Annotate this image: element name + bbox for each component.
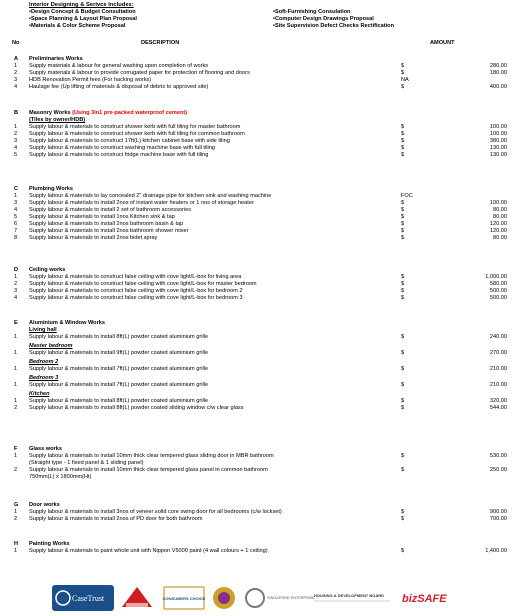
row-number: 2 <box>14 70 18 76</box>
row-amount: 100.00 <box>489 131 507 137</box>
section-title <box>0 267 521 274</box>
row-description: Supply labour & materials to construct false ceiling with cove light/L-box for bedroom 2 <box>29 288 243 294</box>
section-title-note: (Using 3in1 pre-packed waterproof cement) <box>72 110 188 116</box>
section-title <box>0 502 521 509</box>
table-row <box>0 200 521 207</box>
row-amount: 544.00 <box>489 405 507 411</box>
row-amount: 900.00 <box>489 509 507 515</box>
bizsafe-logo <box>400 585 460 611</box>
section-subtitle: (Tiles by owner/HDB) <box>29 117 86 123</box>
table-row <box>0 207 521 214</box>
row-number: 2 <box>14 516 18 522</box>
row-amount: 210.00 <box>489 382 507 388</box>
table-row <box>0 453 521 460</box>
section-title-text: Glass works <box>29 446 62 452</box>
row-amount: 120.00 <box>489 228 507 234</box>
table-row <box>0 516 521 523</box>
hdb-icon <box>312 585 392 611</box>
section-title <box>0 446 521 453</box>
row-description: Supply labour & materials to construct false ceiling with cove light/L-box for bedroom 3 <box>29 295 243 301</box>
hdb-text: HOUSING & DEVELOPMENT BOARD <box>314 593 385 598</box>
row-number: 1 <box>14 124 18 130</box>
table-row <box>0 193 521 200</box>
section-a <box>0 56 521 91</box>
table-row <box>0 70 521 77</box>
row-amount: 80.00 <box>493 235 507 241</box>
row-currency: $ <box>401 281 405 287</box>
section-letter: E <box>14 320 18 326</box>
singapore-enterprise-logo <box>245 585 315 611</box>
row-number: 3 <box>14 200 18 206</box>
section-d <box>0 267 521 302</box>
section-g <box>0 502 521 523</box>
row-description: Supply labour & materials to construct 17ft(L) kitchen cabinet base with side tiling <box>29 138 230 144</box>
header-no: No <box>12 40 20 46</box>
bizsafe-icon <box>400 585 460 611</box>
group-label: Master bedroom <box>29 343 73 349</box>
row-currency: $ <box>401 453 405 459</box>
row-amount: 100.00 <box>489 200 507 206</box>
group-label-row <box>0 375 521 382</box>
singapore-enterprise-icon <box>245 585 315 611</box>
row-number: 5 <box>14 152 18 158</box>
casetrust-logo <box>52 585 114 611</box>
row-number: 1 <box>14 453 18 459</box>
row-number: 8 <box>14 235 18 241</box>
section-letter: H <box>14 541 19 547</box>
row-description: Supply labour & materials to install 2 set of bathroom accessories <box>29 207 191 213</box>
row-number: 1 <box>14 63 18 69</box>
row-description: Supply labour & materials to install 10mm thick clear tempered glass sliding door in MBR bathroom <box>29 453 274 459</box>
section-title <box>0 56 521 63</box>
row-currency: FOC <box>401 193 413 199</box>
row-currency: $ <box>401 84 405 90</box>
row-description: Supply labour & materials to install 7ft(L) powder coated aluminium grille <box>29 382 209 388</box>
section-title-text: Plumbing Works <box>29 186 74 192</box>
row-number: 6 <box>14 221 18 227</box>
section-title-text: Ceiling works <box>29 267 66 273</box>
group-label: Bedroom 3 <box>29 375 59 381</box>
row-description: Supply labour & materials to install 8ft(L) powder coated aluminium grille <box>29 398 209 404</box>
row-amount: 120.00 <box>489 221 507 227</box>
row-currency: $ <box>401 366 405 372</box>
intro-item: •Design Concept & Budget Consultation <box>29 9 136 15</box>
row-number: 1 <box>14 382 18 388</box>
table-row <box>0 138 521 145</box>
intro-item: •Materials & Color Scheme Proposal <box>29 23 126 29</box>
row-currency: $ <box>401 200 405 206</box>
hdb-logo <box>312 585 392 611</box>
row-amount: 180.00 <box>489 70 507 76</box>
casetrust-text: CaseTrust <box>72 594 105 603</box>
row-currency: $ <box>401 350 405 356</box>
row-amount: 250.00 <box>489 467 507 473</box>
row-currency: $ <box>401 509 405 515</box>
row-description: Supply labour & materials to install 1nos Kitchen sink & tap <box>29 214 175 220</box>
row-currency: $ <box>401 405 405 411</box>
consumers-choice-logo <box>162 585 206 611</box>
row-number: 2 <box>14 405 18 411</box>
row-number: 3 <box>14 77 18 83</box>
row-currency: $ <box>401 214 405 220</box>
table-row <box>0 398 521 405</box>
row-currency: $ <box>401 124 405 130</box>
section-f <box>0 446 521 481</box>
intro-item: •Space Planning & Layout Plan Proposal <box>29 16 137 22</box>
table-row <box>0 274 521 281</box>
row-description: Supply labour & materials to construct fridge machine base with full tiling <box>29 152 209 158</box>
table-row <box>0 548 521 555</box>
table-row <box>0 288 521 295</box>
table-row <box>0 366 521 373</box>
section-b <box>0 110 521 159</box>
table-row <box>0 214 521 221</box>
row-description: (Straight type - 1 fixed panel & 1 sliding panel) <box>29 460 144 466</box>
row-number: 1 <box>14 548 18 554</box>
section-subtitle-row <box>0 117 521 124</box>
row-currency: NA <box>401 77 409 83</box>
section-title <box>0 110 521 117</box>
table-row <box>0 84 521 91</box>
casetrust-icon <box>52 585 114 611</box>
row-amount: 500.00 <box>489 288 507 294</box>
group-label-row <box>0 343 521 350</box>
section-letter: C <box>14 186 19 192</box>
table-row <box>0 474 521 481</box>
row-number: 4 <box>14 145 18 151</box>
section-letter: A <box>14 56 19 62</box>
section-title <box>0 541 521 548</box>
red-badge-icon <box>120 585 154 611</box>
row-description: Supply labour & materials to paint whole unit with Nippon V5000 paint (4 wall colours + 1 ceiling) <box>29 548 268 554</box>
row-amount: 320.00 <box>489 398 507 404</box>
row-amount: 240.00 <box>489 334 507 340</box>
row-number: 2 <box>14 467 18 473</box>
row-amount: 700.00 <box>489 516 507 522</box>
row-description: Haulage fee (Up lifting of materials & disposal of debris to approved site) <box>29 84 209 90</box>
table-row <box>0 334 521 341</box>
table-header <box>0 40 521 48</box>
row-amount: 130.00 <box>489 152 507 158</box>
table-row <box>0 228 521 235</box>
section-letter: F <box>14 446 18 452</box>
table-row <box>0 145 521 152</box>
group-label-row <box>0 359 521 366</box>
row-description: Supply labour & materials to construct washing machine base with full tiling <box>29 145 215 151</box>
group-label: Bedroom 2 <box>29 359 59 365</box>
section-title <box>0 186 521 193</box>
row-currency: $ <box>401 274 405 280</box>
row-currency: $ <box>401 207 405 213</box>
row-description: Supply labour & materials to construct false ceiling with cove light/L-box for master bedroom <box>29 281 257 287</box>
row-description: Supply labour & materials to install 2nos of PD door for both bathroom <box>29 516 203 522</box>
row-currency: $ <box>401 63 405 69</box>
row-currency: $ <box>401 235 405 241</box>
row-number: 4 <box>14 84 18 90</box>
row-amount: 580.00 <box>489 281 507 287</box>
table-row <box>0 467 521 474</box>
golden-seal-logo <box>210 585 238 611</box>
group-label: Living hall <box>29 327 57 333</box>
row-description: Supply materials & labour for general washing upon completion of works <box>29 63 209 69</box>
row-amount: 80.00 <box>493 214 507 220</box>
row-currency: $ <box>401 516 405 522</box>
table-row <box>0 235 521 242</box>
row-number: 1 <box>14 193 18 199</box>
section-title-text: Preliminaries Works <box>29 56 83 62</box>
bizsafe-text: bizSAFE <box>402 593 447 605</box>
section-c <box>0 186 521 242</box>
table-row <box>0 460 521 467</box>
section-title-text: Aluminium & Window Works <box>29 320 105 326</box>
row-currency: $ <box>401 288 405 294</box>
row-description: Supply labour & materials to install 2nos bidet spray <box>29 235 158 241</box>
row-number: 1 <box>14 274 18 280</box>
row-description: Supply labour & materials to install 8ft(L) powder coated sliding window c/w clear glass <box>29 405 244 411</box>
row-description: Supply labour & materials to install 10mm thick clear tempered glass panel in common bathroom <box>29 467 268 473</box>
row-description: Supply labour & materials to install 2nos bathroom basin & tap <box>29 221 184 227</box>
row-amount: 380.00 <box>489 138 507 144</box>
row-currency: $ <box>401 221 405 227</box>
row-amount: 100.00 <box>489 124 507 130</box>
row-amount: 130.00 <box>489 145 507 151</box>
consumers-choice-text: CONSUMERS CHOICE <box>162 596 206 601</box>
row-currency: $ <box>401 145 405 151</box>
singapore-enterprise-text: SINGAPORE ENTERPRISE <box>267 596 315 600</box>
section-letter: G <box>14 502 19 508</box>
row-description: Supply labour & materials to install 2nos of instant water heaters or 1 nos of storage heater <box>29 200 254 206</box>
table-row <box>0 382 521 389</box>
row-currency: $ <box>401 138 405 144</box>
row-currency: $ <box>401 152 405 158</box>
row-amount: 270.00 <box>489 350 507 356</box>
table-row <box>0 152 521 159</box>
row-currency: $ <box>401 382 405 388</box>
table-row <box>0 77 521 84</box>
row-amount: 280.00 <box>489 63 507 69</box>
row-amount: 80.00 <box>493 207 507 213</box>
header-description: DESCRIPTION <box>141 40 180 46</box>
row-description: 750mm(L) x 1800mm(Ht) <box>29 474 92 480</box>
group-label-row <box>0 391 521 398</box>
row-number: 1 <box>14 509 18 515</box>
row-amount: 210.00 <box>489 366 507 372</box>
consumers-choice-icon <box>162 585 206 611</box>
table-row <box>0 405 521 412</box>
table-row <box>0 221 521 228</box>
section-title-text: Painting Works <box>29 541 70 547</box>
row-amount: 400.00 <box>489 84 507 90</box>
row-amount: 530.00 <box>489 453 507 459</box>
row-number: 1 <box>14 398 18 404</box>
row-currency: $ <box>401 548 405 554</box>
row-currency: $ <box>401 398 405 404</box>
row-description: Supply labour & materials to install 7ft(L) powder coated aluminium grille <box>29 366 209 372</box>
row-description: Supply materials & labour to provide corrugated paper for protection of flooring and doors <box>29 70 250 76</box>
table-row <box>0 509 521 516</box>
row-description: Supply labour & materials to install 2nos bathroom shower mixer <box>29 228 189 234</box>
row-currency: $ <box>401 70 405 76</box>
row-currency: $ <box>401 228 405 234</box>
group-label: Kitchen <box>29 391 50 397</box>
row-description: Supply labour & materials to install 3nos of veneer solid core swing door for all bedrooms (c/w lockset) <box>29 509 282 515</box>
row-amount: 1,400.00 <box>485 548 507 554</box>
section-title <box>0 320 521 327</box>
row-number: 1 <box>14 350 18 356</box>
intro-item: •Computer Design Drawings Proposal <box>273 16 374 22</box>
row-description: Supply labour & materials to install 9ft(L) powder coated aluminium grille <box>29 350 209 356</box>
row-description: Supply labour & materials to construct false ceiling with cove light/L-box for living area <box>29 274 242 280</box>
row-description: Supply labour & materials to install 8ft(L) powder coated aluminium grille <box>29 334 209 340</box>
row-currency: $ <box>401 467 405 473</box>
row-number: 7 <box>14 228 18 234</box>
row-number: 1 <box>14 366 18 372</box>
row-number: 4 <box>14 207 18 213</box>
section-title-text: Door works <box>29 502 60 508</box>
section-title-text: Masonry Works <box>29 110 71 116</box>
row-number: 1 <box>14 334 18 340</box>
row-number: 5 <box>14 214 18 220</box>
row-amount: 1,000.00 <box>485 274 507 280</box>
row-description: Supply labour & materials to construct shower kerb with full tiling for common bathroom <box>29 131 245 137</box>
section-letter: D <box>14 267 19 273</box>
table-row <box>0 131 521 138</box>
table-row <box>0 295 521 302</box>
row-number: 3 <box>14 138 18 144</box>
row-currency: $ <box>401 334 405 340</box>
golden-seal-icon <box>210 585 238 611</box>
intro-title: Interior Designing & Serivce Includes: <box>29 2 134 8</box>
row-description: Supply labour & materials to lay concealed 2" drainage pipe for kitchen sink and washing machine <box>29 193 272 199</box>
table-row <box>0 350 521 357</box>
intro-item: •Site Supervision Defect Checks Rectification <box>273 23 395 29</box>
row-number: 4 <box>14 295 18 301</box>
accreditation-logos <box>40 585 510 613</box>
row-number: 3 <box>14 288 18 294</box>
row-number: 2 <box>14 281 18 287</box>
table-row <box>0 281 521 288</box>
header-amount: AMOUNT <box>430 40 455 46</box>
red-badge-logo <box>120 585 154 611</box>
section-h <box>0 541 521 555</box>
row-currency: $ <box>401 295 405 301</box>
section-e <box>0 320 521 414</box>
group-label-row <box>0 327 521 334</box>
row-number: 2 <box>14 131 18 137</box>
intro-item: •Soft-Furnishing Consulation <box>273 9 351 15</box>
row-amount: 500.00 <box>489 295 507 301</box>
row-description: HDB Renovation Permit fees (For hacking works) <box>29 77 152 83</box>
row-currency: $ <box>401 131 405 137</box>
row-description: Supply labour & materials to construct shower kerb with full tiling for master bathroom <box>29 124 241 130</box>
section-letter: B <box>14 110 19 116</box>
table-row <box>0 63 521 70</box>
table-row <box>0 124 521 131</box>
